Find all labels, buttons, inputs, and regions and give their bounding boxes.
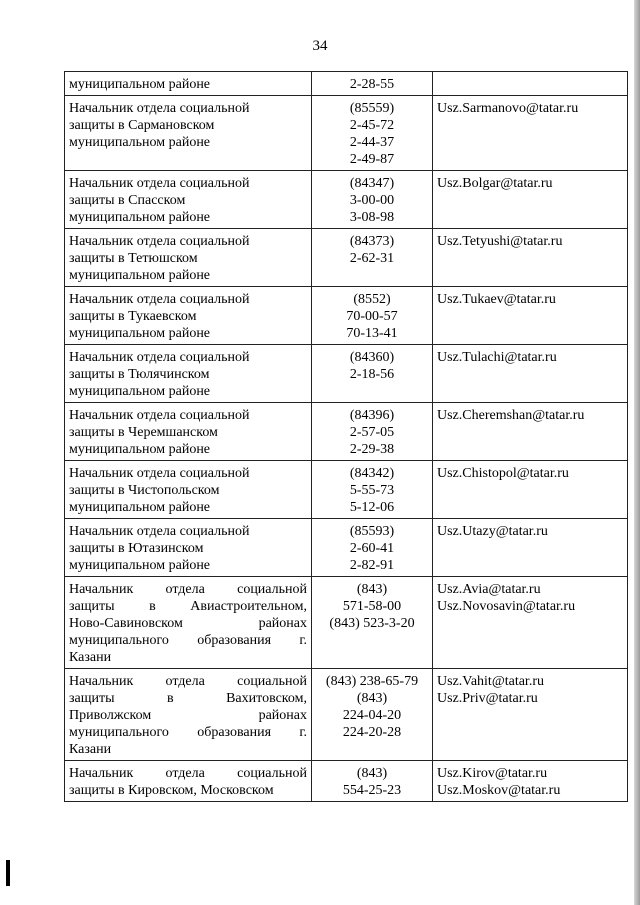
phone-cell [312,403,433,461]
email-address: Usz.Sarmanovo@tatar.ru [437,101,579,116]
position-title-line: Начальник отдела социальной [69,176,250,191]
table-row [65,229,628,287]
phone-cell [312,461,433,519]
position-title-cell [65,345,312,403]
table-row [65,577,628,669]
position-title-line: муниципальном районе [69,384,211,399]
email-cell [433,669,628,761]
email-address: Usz.Avia@tatar.ru [437,582,541,597]
position-title-line: защиты в Тукаевском [69,309,197,324]
email-address: Usz.Moskov@tatar.ru [437,783,561,798]
position-title-cell [65,403,312,461]
phone-number: 3-00-00 [349,193,395,208]
email-address: Usz.Cheremshan@tatar.ru [437,408,585,423]
phone-cell [312,577,433,669]
position-title-line: Ново-Савиновском районах [69,616,307,631]
email-address: Usz.Vahit@tatar.ru [437,674,544,689]
phone-number: 70-13-41 [346,326,398,341]
position-title-line: Начальник отдела социальной [69,234,250,249]
position-title-line: Начальник отдела социальной [69,766,307,781]
email-cell [433,761,628,802]
position-title-line: Начальник отдела социальной [69,466,250,481]
email-address: Usz.Priv@tatar.ru [437,691,538,706]
phone-number: 554-25-23 [342,783,402,798]
position-title-line: муниципальном районе [69,77,211,92]
phone-cell [312,229,433,287]
email-address: Usz.Utazy@tatar.ru [437,524,548,539]
phone-number: 70-00-57 [346,309,398,324]
email-cell [433,96,628,171]
email-cell [433,287,628,345]
phone-number: 2-60-41 [349,541,395,556]
position-title-line: Начальник отдела социальной [69,292,250,307]
table-row [65,171,628,229]
phone-number: (84342) [349,466,395,481]
position-title-line: защиты в Кировском, Московском [69,783,274,798]
phone-number: 2-62-31 [349,251,395,266]
phone-number: (843) [356,766,388,781]
phone-number: 2-18-56 [349,367,395,382]
table-row [65,461,628,519]
table-row [65,287,628,345]
position-title-cell [65,96,312,171]
scan-page-edge [634,0,640,905]
phone-cell [312,171,433,229]
table-row [65,761,628,802]
phone-cell [312,519,433,577]
phone-number: 5-55-73 [349,483,395,498]
position-title-line: защиты в Ютазинском [69,541,204,556]
phone-number: (84396) [349,408,395,423]
page-number: 34 [312,38,328,54]
position-title-line: муниципальном районе [69,500,211,515]
phone-number: (85559) [349,101,395,116]
email-address: Usz.Bolgar@tatar.ru [437,176,553,191]
phone-number: 2-45-72 [349,118,395,133]
email-address: Usz.Chistopol@tatar.ru [437,466,569,481]
phone-number: (843) 238-65-79 [325,674,419,689]
phone-cell [312,669,433,761]
position-title-line: защиты в Авиастроительном, [69,599,307,614]
phone-cell [312,287,433,345]
table-row [65,96,628,171]
position-title-line: защиты в Сармановском [69,118,215,133]
phone-number: 571-58-00 [342,599,402,614]
email-address: Usz.Tulachi@tatar.ru [437,350,557,365]
email-address: Usz.Tukaev@tatar.ru [437,292,556,307]
phone-number: (85593) [349,524,395,539]
email-cell [433,461,628,519]
table-row [65,519,628,577]
position-title-cell [65,669,312,761]
position-title-line: муниципальном районе [69,558,211,573]
position-title-line: Начальник отдела социальной [69,350,250,365]
contacts-table-body [65,72,628,802]
phone-number: 2-29-38 [349,442,395,457]
table-row [65,403,628,461]
position-title-line: Казани [69,742,112,757]
phone-number: 2-44-37 [349,135,395,150]
phone-cell [312,761,433,802]
phone-number: (843) [356,582,388,597]
position-title-line: защиты в Черемшанском [69,425,218,440]
phone-cell [312,72,433,96]
email-cell [433,577,628,669]
position-title-cell [65,72,312,96]
position-title-line: Начальник отдела социальной [69,101,250,116]
phone-number: 5-12-06 [349,500,395,515]
position-title-line: муниципального образования г. [69,725,307,740]
contacts-table [64,71,628,802]
position-title-line: Казани [69,650,112,665]
email-cell [433,519,628,577]
position-title-cell [65,761,312,802]
phone-number: (84347) [349,176,395,191]
position-title-line: муниципального образования г. [69,633,307,648]
phone-number: (84373) [349,234,395,249]
position-title-line: защиты в Тюлячинском [69,367,210,382]
position-title-cell [65,229,312,287]
email-cell [433,72,628,96]
position-title-cell [65,461,312,519]
position-title-line: защиты в Чистопольском [69,483,220,498]
phone-cell [312,345,433,403]
position-title-line: Начальник отдела социальной [69,408,250,423]
phone-number: (843) 523-3-20 [329,616,415,631]
email-address: Usz.Tetyushi@tatar.ru [437,234,563,249]
phone-number: (84360) [349,350,395,365]
position-title-line: защиты в Спасском [69,193,186,208]
position-title-line: муниципальном районе [69,135,211,150]
position-title-line: муниципальном районе [69,442,211,457]
phone-number: 2-82-91 [349,558,395,573]
position-title-cell [65,577,312,669]
position-title-line: муниципальном районе [69,268,211,283]
email-address: Usz.Novosavin@tatar.ru [437,599,576,614]
phone-number: 224-20-28 [342,725,402,740]
position-title-line: муниципальном районе [69,210,211,225]
position-title-line: Начальник отдела социальной [69,524,250,539]
scan-margin-mark [6,860,10,886]
email-cell [433,171,628,229]
phone-cell [312,96,433,171]
position-title-cell [65,171,312,229]
position-title-cell [65,519,312,577]
position-title-line: защиты в Вахитовском, [69,691,307,706]
table-row [65,345,628,403]
phone-number: 2-28-55 [349,77,395,92]
position-title-line: Начальник отдела социальной [69,582,307,597]
table-row [65,72,628,96]
position-title-line: Начальник отдела социальной [69,674,307,689]
position-title-line: Приволжском районах [69,708,307,723]
position-title-cell [65,287,312,345]
phone-number: 3-08-98 [349,210,395,225]
email-cell [433,345,628,403]
email-address: Usz.Kirov@tatar.ru [437,766,548,781]
phone-number: (843) [356,691,388,706]
phone-number: 224-04-20 [342,708,402,723]
email-cell [433,229,628,287]
email-cell [433,403,628,461]
phone-number: 2-57-05 [349,425,395,440]
phone-number: (8552) [353,292,391,307]
position-title-line: защиты в Тетюшском [69,251,198,266]
phone-number: 2-49-87 [349,152,395,167]
table-row [65,669,628,761]
position-title-line: муниципальном районе [69,326,211,341]
